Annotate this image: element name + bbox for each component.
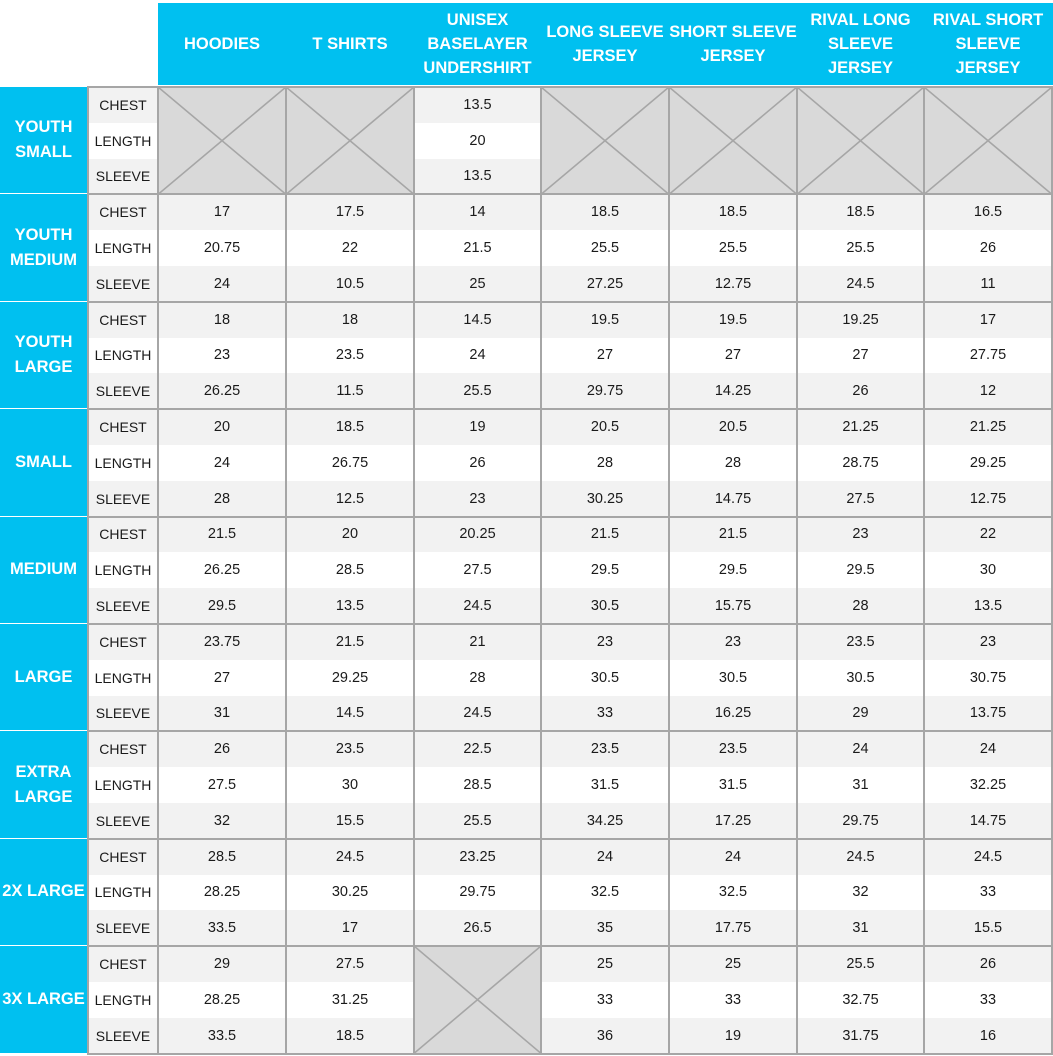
size-group-label: MEDIUM xyxy=(0,517,87,624)
size-group-label: EXTRA LARGE xyxy=(0,731,87,838)
table-cell: 21.25 xyxy=(797,409,924,445)
table-cell: 18 xyxy=(286,302,414,338)
table-cell: 13.5 xyxy=(414,87,541,123)
table-cell: 23.5 xyxy=(797,624,924,660)
table-cell: 14.5 xyxy=(414,302,541,338)
table-cell: 36 xyxy=(541,1018,669,1054)
grid-line xyxy=(923,86,925,1055)
table-cell: 18.5 xyxy=(797,194,924,230)
grid-line xyxy=(88,1053,1053,1055)
table-cell: 25.5 xyxy=(797,230,924,266)
grid-line xyxy=(88,730,1053,732)
table-cell: 29.5 xyxy=(541,552,669,588)
table-cell: 27 xyxy=(541,338,669,374)
table-cell: 29 xyxy=(158,946,286,982)
grid-line xyxy=(796,86,798,1055)
table-cell: 17 xyxy=(924,302,1052,338)
table-cell: 17.5 xyxy=(286,194,414,230)
table-cell: 25.5 xyxy=(669,230,797,266)
table-cell: 27.5 xyxy=(414,552,541,588)
table-cell: 27.5 xyxy=(797,481,924,517)
table-cell: 14.75 xyxy=(924,803,1052,839)
table-cell: 31.5 xyxy=(669,767,797,803)
table-cell: 24.5 xyxy=(924,839,1052,875)
table-cell: 32.5 xyxy=(669,875,797,911)
table-cell: 21 xyxy=(414,624,541,660)
measurement-label: SLEEVE xyxy=(88,588,158,624)
size-group-label: 3X LARGE xyxy=(0,946,87,1053)
table-cell: 29.25 xyxy=(924,445,1052,481)
table-cell: 28 xyxy=(669,445,797,481)
table-cell: 19.5 xyxy=(669,302,797,338)
table-cell: 29 xyxy=(797,696,924,732)
table-cell: 17.75 xyxy=(669,910,797,946)
measurement-label: CHEST xyxy=(88,194,158,230)
table-cell: 11 xyxy=(924,266,1052,302)
table-cell: 25.5 xyxy=(797,946,924,982)
table-cell: 24 xyxy=(541,839,669,875)
measurement-label: LENGTH xyxy=(88,445,158,481)
measurement-label: LENGTH xyxy=(88,982,158,1018)
table-cell: 20.5 xyxy=(669,409,797,445)
not-available-icon xyxy=(541,87,669,194)
table-cell: 26.5 xyxy=(414,910,541,946)
table-cell: 28.25 xyxy=(158,875,286,911)
table-cell: 33 xyxy=(924,982,1052,1018)
table-cell: 27.5 xyxy=(158,767,286,803)
table-cell: 27.5 xyxy=(286,946,414,982)
measurement-label: CHEST xyxy=(88,409,158,445)
table-cell: 35 xyxy=(541,910,669,946)
table-cell: 32.75 xyxy=(797,982,924,1018)
table-cell: 23 xyxy=(669,624,797,660)
table-cell: 12.75 xyxy=(924,481,1052,517)
table-cell: 17 xyxy=(158,194,286,230)
table-cell: 28 xyxy=(797,588,924,624)
table-cell: 24 xyxy=(797,731,924,767)
table-cell: 24.5 xyxy=(286,839,414,875)
table-cell: 28.75 xyxy=(797,445,924,481)
grid-line xyxy=(540,86,542,1055)
not-available-icon xyxy=(414,946,541,1053)
grid-line xyxy=(157,86,159,1055)
table-cell: 32.5 xyxy=(541,875,669,911)
measurement-label: CHEST xyxy=(88,517,158,553)
size-group-label: 2X LARGE xyxy=(0,839,87,946)
table-cell: 33 xyxy=(669,982,797,1018)
table-cell: 20.75 xyxy=(158,230,286,266)
table-cell: 30.5 xyxy=(669,660,797,696)
measurement-label: CHEST xyxy=(88,302,158,338)
table-cell: 19.5 xyxy=(541,302,669,338)
table-cell: 24.5 xyxy=(797,839,924,875)
measurement-label: LENGTH xyxy=(88,338,158,374)
table-cell: 19.25 xyxy=(797,302,924,338)
table-cell: 13.5 xyxy=(286,588,414,624)
measurement-label: CHEST xyxy=(88,946,158,982)
table-cell: 25.5 xyxy=(414,373,541,409)
table-cell: 28.25 xyxy=(158,982,286,1018)
table-cell: 12.5 xyxy=(286,481,414,517)
column-header: T SHIRTS xyxy=(286,3,414,85)
grid-line xyxy=(88,408,1053,410)
measurement-label: LENGTH xyxy=(88,230,158,266)
table-cell: 23.75 xyxy=(158,624,286,660)
table-cell: 23 xyxy=(158,338,286,374)
table-cell: 30.5 xyxy=(797,660,924,696)
table-cell: 31.5 xyxy=(541,767,669,803)
table-cell: 20.5 xyxy=(541,409,669,445)
table-cell: 13.5 xyxy=(414,159,541,195)
table-cell: 28 xyxy=(541,445,669,481)
table-cell: 33.5 xyxy=(158,910,286,946)
column-header: SHORT SLEEVE JERSEY xyxy=(669,3,797,85)
table-cell: 29.75 xyxy=(797,803,924,839)
measurement-label: SLEEVE xyxy=(88,481,158,517)
table-cell: 27 xyxy=(797,338,924,374)
size-group-label: YOUTH MEDIUM xyxy=(0,194,87,301)
measurement-label: SLEEVE xyxy=(88,373,158,409)
table-cell: 24 xyxy=(158,266,286,302)
table-cell: 29.5 xyxy=(158,588,286,624)
table-cell: 18.5 xyxy=(541,194,669,230)
table-cell: 23.25 xyxy=(414,839,541,875)
table-cell: 33.5 xyxy=(158,1018,286,1054)
table-cell: 31.75 xyxy=(797,1018,924,1054)
table-cell: 21.5 xyxy=(414,230,541,266)
table-cell: 24.5 xyxy=(797,266,924,302)
table-cell: 23.5 xyxy=(286,731,414,767)
table-cell: 28.5 xyxy=(414,767,541,803)
column-header: RIVAL SHORT SLEEVE JERSEY xyxy=(924,3,1052,85)
table-cell: 24.5 xyxy=(414,696,541,732)
table-cell: 21.25 xyxy=(924,409,1052,445)
grid-line xyxy=(87,86,89,1055)
table-cell: 34.25 xyxy=(541,803,669,839)
table-cell: 26 xyxy=(924,946,1052,982)
table-cell: 24 xyxy=(414,338,541,374)
table-cell: 12.75 xyxy=(669,266,797,302)
size-group-label: YOUTH LARGE xyxy=(0,302,87,409)
table-cell: 30.25 xyxy=(541,481,669,517)
table-cell: 15.5 xyxy=(286,803,414,839)
table-cell: 18.5 xyxy=(286,1018,414,1054)
grid-line xyxy=(88,945,1053,947)
table-cell: 30 xyxy=(924,552,1052,588)
table-cell: 27 xyxy=(669,338,797,374)
table-cell: 14.25 xyxy=(669,373,797,409)
table-cell: 33 xyxy=(541,696,669,732)
measurement-label: LENGTH xyxy=(88,767,158,803)
table-cell: 31 xyxy=(797,910,924,946)
table-cell: 23.5 xyxy=(286,338,414,374)
table-cell: 24 xyxy=(158,445,286,481)
table-cell: 21.5 xyxy=(286,624,414,660)
grid-line xyxy=(285,86,287,1055)
not-available-icon xyxy=(924,87,1052,194)
table-cell: 33 xyxy=(924,875,1052,911)
table-cell: 18.5 xyxy=(286,409,414,445)
table-cell: 23 xyxy=(414,481,541,517)
measurement-label: CHEST xyxy=(88,624,158,660)
table-cell: 27.25 xyxy=(541,266,669,302)
table-cell: 20 xyxy=(158,409,286,445)
table-cell: 28.5 xyxy=(158,839,286,875)
table-cell: 18 xyxy=(158,302,286,338)
measurement-label: LENGTH xyxy=(88,660,158,696)
not-available-icon xyxy=(286,87,414,194)
table-cell: 31 xyxy=(158,696,286,732)
table-cell: 27 xyxy=(158,660,286,696)
grid-line xyxy=(413,86,415,1055)
table-cell: 24 xyxy=(669,839,797,875)
table-cell: 22 xyxy=(286,230,414,266)
measurement-label: SLEEVE xyxy=(88,803,158,839)
grid-line xyxy=(88,86,1053,88)
table-cell: 29.75 xyxy=(414,875,541,911)
table-cell: 22 xyxy=(924,517,1052,553)
table-cell: 33 xyxy=(541,982,669,1018)
table-cell: 25.5 xyxy=(414,803,541,839)
table-cell: 20 xyxy=(286,517,414,553)
table-cell: 29.25 xyxy=(286,660,414,696)
table-cell: 13.5 xyxy=(924,588,1052,624)
table-cell: 20.25 xyxy=(414,517,541,553)
measurement-label: CHEST xyxy=(88,731,158,767)
table-cell: 25 xyxy=(541,946,669,982)
column-header: RIVAL LONG SLEEVE JERSEY xyxy=(797,3,924,85)
table-cell: 28 xyxy=(158,481,286,517)
table-cell: 30 xyxy=(286,767,414,803)
table-cell: 30.25 xyxy=(286,875,414,911)
column-header: UNISEX BASELAYER UNDERSHIRT xyxy=(414,3,541,85)
table-cell: 31.25 xyxy=(286,982,414,1018)
table-cell: 19 xyxy=(414,409,541,445)
table-cell: 26.25 xyxy=(158,552,286,588)
table-cell: 26.25 xyxy=(158,373,286,409)
table-cell: 13.75 xyxy=(924,696,1052,732)
table-cell: 22.5 xyxy=(414,731,541,767)
table-cell: 29.5 xyxy=(797,552,924,588)
table-cell: 30.5 xyxy=(541,588,669,624)
measurement-label: SLEEVE xyxy=(88,159,158,195)
table-cell: 23 xyxy=(541,624,669,660)
table-cell: 21.5 xyxy=(158,517,286,553)
grid-line xyxy=(88,301,1053,303)
table-cell: 28 xyxy=(414,660,541,696)
table-cell: 25.5 xyxy=(541,230,669,266)
table-cell: 23 xyxy=(924,624,1052,660)
table-cell: 32.25 xyxy=(924,767,1052,803)
size-group-label: YOUTH SMALL xyxy=(0,87,87,194)
table-cell: 17 xyxy=(286,910,414,946)
measurement-label: CHEST xyxy=(88,839,158,875)
table-cell: 21.5 xyxy=(669,517,797,553)
not-available-icon xyxy=(158,87,286,194)
table-cell: 29.5 xyxy=(669,552,797,588)
grid-line xyxy=(88,516,1053,518)
table-cell: 16.25 xyxy=(669,696,797,732)
size-group-label: LARGE xyxy=(0,624,87,731)
table-cell: 23.5 xyxy=(541,731,669,767)
table-cell: 26 xyxy=(797,373,924,409)
table-cell: 11.5 xyxy=(286,373,414,409)
grid-line xyxy=(668,86,670,1055)
grid-line xyxy=(88,623,1053,625)
measurement-label: SLEEVE xyxy=(88,910,158,946)
table-cell: 23.5 xyxy=(669,731,797,767)
table-cell: 16.5 xyxy=(924,194,1052,230)
size-group-label: SMALL xyxy=(0,409,87,516)
table-cell: 15.5 xyxy=(924,910,1052,946)
table-cell: 24 xyxy=(924,731,1052,767)
table-cell: 15.75 xyxy=(669,588,797,624)
table-cell: 32 xyxy=(158,803,286,839)
table-cell: 16 xyxy=(924,1018,1052,1054)
measurement-label: LENGTH xyxy=(88,875,158,911)
table-cell: 26.75 xyxy=(286,445,414,481)
table-cell: 31 xyxy=(797,767,924,803)
table-cell: 26 xyxy=(414,445,541,481)
measurement-label: SLEEVE xyxy=(88,266,158,302)
column-header: HOODIES xyxy=(158,3,286,85)
table-cell: 29.75 xyxy=(541,373,669,409)
table-cell: 28.5 xyxy=(286,552,414,588)
measurement-label: CHEST xyxy=(88,87,158,123)
table-cell: 19 xyxy=(669,1018,797,1054)
table-cell: 25 xyxy=(414,266,541,302)
table-cell: 30.75 xyxy=(924,660,1052,696)
table-cell: 26 xyxy=(158,731,286,767)
table-cell: 18.5 xyxy=(669,194,797,230)
measurement-label: SLEEVE xyxy=(88,1018,158,1054)
table-cell: 21.5 xyxy=(541,517,669,553)
table-cell: 25 xyxy=(669,946,797,982)
table-cell: 10.5 xyxy=(286,266,414,302)
table-cell: 24.5 xyxy=(414,588,541,624)
table-cell: 12 xyxy=(924,373,1052,409)
not-available-icon xyxy=(669,87,797,194)
table-cell: 30.5 xyxy=(541,660,669,696)
table-cell: 20 xyxy=(414,123,541,159)
table-cell: 14.5 xyxy=(286,696,414,732)
grid-line xyxy=(88,193,1053,195)
table-cell: 17.25 xyxy=(669,803,797,839)
measurement-label: SLEEVE xyxy=(88,696,158,732)
not-available-icon xyxy=(797,87,924,194)
column-header: LONG SLEEVE JERSEY xyxy=(541,3,669,85)
table-cell: 27.75 xyxy=(924,338,1052,374)
table-cell: 23 xyxy=(797,517,924,553)
table-cell: 26 xyxy=(924,230,1052,266)
table-cell: 14.75 xyxy=(669,481,797,517)
grid-line xyxy=(88,838,1053,840)
table-cell: 32 xyxy=(797,875,924,911)
measurement-label: LENGTH xyxy=(88,123,158,159)
measurement-label: LENGTH xyxy=(88,552,158,588)
table-cell: 14 xyxy=(414,194,541,230)
